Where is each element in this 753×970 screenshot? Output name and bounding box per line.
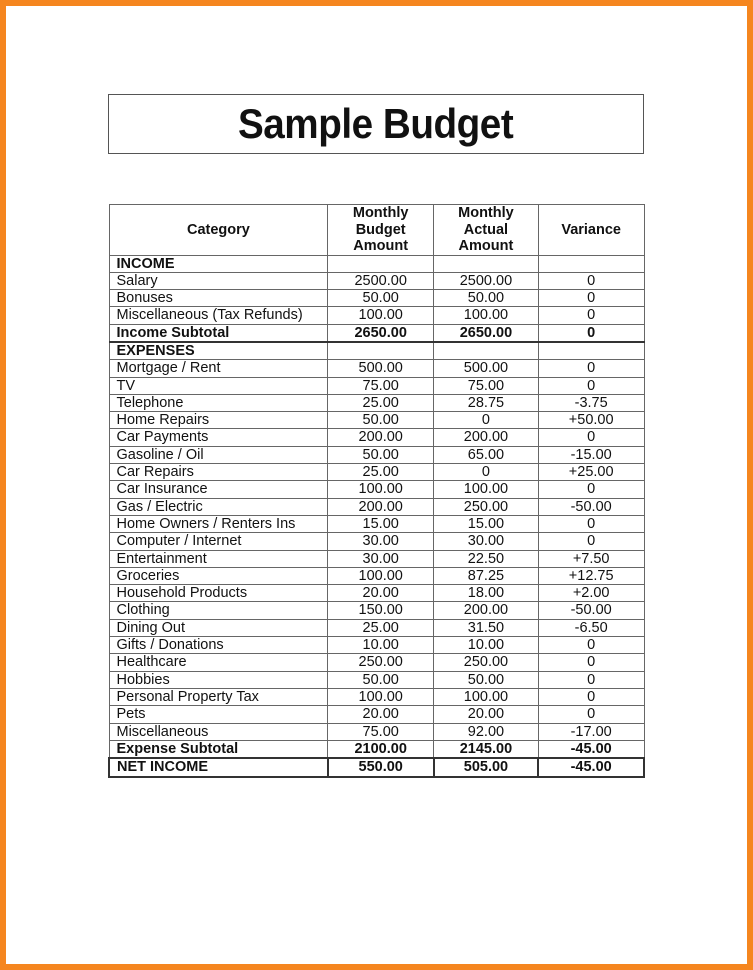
category-cell: Salary	[109, 272, 328, 289]
actual-cell: 250.00	[434, 498, 539, 515]
actual-cell: 30.00	[434, 533, 539, 550]
category-cell: Gifts / Donations	[109, 637, 328, 654]
variance-cell: 0	[538, 688, 644, 705]
actual-cell: 505.00	[434, 758, 539, 777]
category-cell: Car Insurance	[109, 481, 328, 498]
budget-cell: 2650.00	[328, 324, 434, 342]
variance-cell: -6.50	[538, 619, 644, 636]
variance-cell: -3.75	[538, 394, 644, 411]
budget-cell: 25.00	[328, 394, 434, 411]
actual-cell: 100.00	[434, 688, 539, 705]
table-row	[109, 637, 644, 654]
table-row	[109, 412, 644, 429]
actual-cell: 200.00	[434, 429, 539, 446]
variance-cell: 0	[538, 272, 644, 289]
actual-cell: 10.00	[434, 637, 539, 654]
actual-cell: 20.00	[434, 706, 539, 723]
table-row	[109, 671, 644, 688]
actual-cell	[434, 342, 539, 360]
budget-cell: 25.00	[328, 619, 434, 636]
budget-cell: 2100.00	[328, 740, 434, 758]
header-actual-label: Monthly Actual Amount	[458, 205, 514, 254]
category-cell: Groceries	[109, 567, 328, 584]
table-row	[109, 515, 644, 532]
variance-cell: 0	[538, 307, 644, 324]
subtotal-row	[109, 324, 644, 342]
variance-cell: -15.00	[538, 446, 644, 463]
table-row	[109, 429, 644, 446]
variance-cell: +2.00	[538, 585, 644, 602]
actual-cell: 2145.00	[434, 740, 539, 758]
variance-cell: 0	[538, 706, 644, 723]
variance-cell	[538, 255, 644, 272]
budget-cell: 10.00	[328, 637, 434, 654]
header-row	[109, 205, 644, 256]
actual-cell: 87.25	[434, 567, 539, 584]
variance-cell: 0	[538, 515, 644, 532]
category-cell: Mortgage / Rent	[109, 360, 328, 377]
table-row	[109, 394, 644, 411]
table-row	[109, 307, 644, 324]
category-cell: Household Products	[109, 585, 328, 602]
table-row	[109, 654, 644, 671]
category-cell: Car Repairs	[109, 464, 328, 481]
variance-cell	[538, 342, 644, 360]
category-cell: TV	[109, 377, 328, 394]
actual-cell: 75.00	[434, 377, 539, 394]
variance-cell: +25.00	[538, 464, 644, 481]
variance-cell: 0	[538, 377, 644, 394]
budget-cell: 30.00	[328, 533, 434, 550]
table-row	[109, 619, 644, 636]
table-row	[109, 360, 644, 377]
variance-cell: 0	[538, 654, 644, 671]
actual-cell: 31.50	[434, 619, 539, 636]
budget-cell	[328, 342, 434, 360]
category-cell: NET INCOME	[109, 758, 328, 777]
budget-cell: 50.00	[328, 671, 434, 688]
category-cell: Personal Property Tax	[109, 688, 328, 705]
category-cell: Bonuses	[109, 290, 328, 307]
budget-cell: 100.00	[328, 307, 434, 324]
variance-cell: 0	[538, 290, 644, 307]
budget-cell: 250.00	[328, 654, 434, 671]
budget-cell: 20.00	[328, 706, 434, 723]
budget-table	[108, 204, 645, 778]
category-cell: Healthcare	[109, 654, 328, 671]
category-cell: Entertainment	[109, 550, 328, 567]
header-variance: Variance	[538, 205, 644, 256]
category-cell: Income Subtotal	[109, 324, 328, 342]
category-cell: Clothing	[109, 602, 328, 619]
variance-cell: 0	[538, 429, 644, 446]
actual-cell: 65.00	[434, 446, 539, 463]
actual-cell: 22.50	[434, 550, 539, 567]
actual-cell: 50.00	[434, 290, 539, 307]
category-cell: Miscellaneous (Tax Refunds)	[109, 307, 328, 324]
budget-cell	[328, 255, 434, 272]
variance-cell: -45.00	[538, 740, 644, 758]
budget-cell: 150.00	[328, 602, 434, 619]
title-box	[108, 94, 644, 154]
budget-cell: 75.00	[328, 377, 434, 394]
category-cell: Hobbies	[109, 671, 328, 688]
variance-cell: +50.00	[538, 412, 644, 429]
header-actual	[434, 205, 539, 256]
actual-cell: 200.00	[434, 602, 539, 619]
variance-cell: 0	[538, 360, 644, 377]
category-cell: Car Payments	[109, 429, 328, 446]
table-row	[109, 533, 644, 550]
actual-cell	[434, 255, 539, 272]
variance-cell: 0	[538, 533, 644, 550]
budget-cell: 550.00	[328, 758, 434, 777]
category-cell: Telephone	[109, 394, 328, 411]
category-cell: Pets	[109, 706, 328, 723]
variance-cell: 0	[538, 324, 644, 342]
budget-cell: 50.00	[328, 412, 434, 429]
budget-cell: 100.00	[328, 567, 434, 584]
variance-cell: -17.00	[538, 723, 644, 740]
table-row	[109, 567, 644, 584]
table-row	[109, 602, 644, 619]
budget-cell: 50.00	[328, 290, 434, 307]
net-income-row	[109, 758, 644, 777]
category-cell: Home Repairs	[109, 412, 328, 429]
section-row	[109, 255, 644, 272]
actual-cell: 250.00	[434, 654, 539, 671]
actual-cell: 92.00	[434, 723, 539, 740]
table-row	[109, 688, 644, 705]
table-row	[109, 585, 644, 602]
table-row	[109, 464, 644, 481]
category-cell: Expense Subtotal	[109, 740, 328, 758]
actual-cell: 28.75	[434, 394, 539, 411]
actual-cell: 50.00	[434, 671, 539, 688]
table-row	[109, 377, 644, 394]
budget-cell: 500.00	[328, 360, 434, 377]
budget-cell: 200.00	[328, 498, 434, 515]
actual-cell: 15.00	[434, 515, 539, 532]
budget-cell: 25.00	[328, 464, 434, 481]
table-row	[109, 481, 644, 498]
category-cell: EXPENSES	[109, 342, 328, 360]
table-row	[109, 706, 644, 723]
variance-cell: +7.50	[538, 550, 644, 567]
actual-cell: 500.00	[434, 360, 539, 377]
page-title: Sample Budget	[238, 100, 514, 147]
variance-cell: 0	[538, 481, 644, 498]
budget-cell: 200.00	[328, 429, 434, 446]
budget-cell: 100.00	[328, 688, 434, 705]
budget-cell: 50.00	[328, 446, 434, 463]
variance-cell: 0	[538, 671, 644, 688]
table-row	[109, 550, 644, 567]
header-budget-label: Monthly Budget Amount	[352, 205, 409, 254]
variance-cell: -50.00	[538, 498, 644, 515]
category-cell: Gas / Electric	[109, 498, 328, 515]
category-cell: Gasoline / Oil	[109, 446, 328, 463]
budget-cell: 20.00	[328, 585, 434, 602]
budget-cell: 75.00	[328, 723, 434, 740]
budget-cell: 100.00	[328, 481, 434, 498]
actual-cell: 0	[434, 464, 539, 481]
actual-cell: 2500.00	[434, 272, 539, 289]
table-row	[109, 272, 644, 289]
category-cell: Home Owners / Renters Ins	[109, 515, 328, 532]
header-category: Category	[109, 205, 328, 256]
category-cell: Computer / Internet	[109, 533, 328, 550]
variance-cell: -45.00	[538, 758, 644, 777]
actual-cell: 100.00	[434, 307, 539, 324]
actual-cell: 2650.00	[434, 324, 539, 342]
budget-cell: 15.00	[328, 515, 434, 532]
category-cell: Dining Out	[109, 619, 328, 636]
budget-cell: 2500.00	[328, 272, 434, 289]
table-row	[109, 446, 644, 463]
subtotal-row	[109, 740, 644, 758]
variance-cell: -50.00	[538, 602, 644, 619]
table-row	[109, 290, 644, 307]
table-row	[109, 723, 644, 740]
category-cell: INCOME	[109, 255, 328, 272]
budget-cell: 30.00	[328, 550, 434, 567]
actual-cell: 18.00	[434, 585, 539, 602]
actual-cell: 0	[434, 412, 539, 429]
section-row	[109, 342, 644, 360]
actual-cell: 100.00	[434, 481, 539, 498]
variance-cell: 0	[538, 637, 644, 654]
variance-cell: +12.75	[538, 567, 644, 584]
category-cell: Miscellaneous	[109, 723, 328, 740]
header-budget	[328, 205, 434, 256]
table-row	[109, 498, 644, 515]
